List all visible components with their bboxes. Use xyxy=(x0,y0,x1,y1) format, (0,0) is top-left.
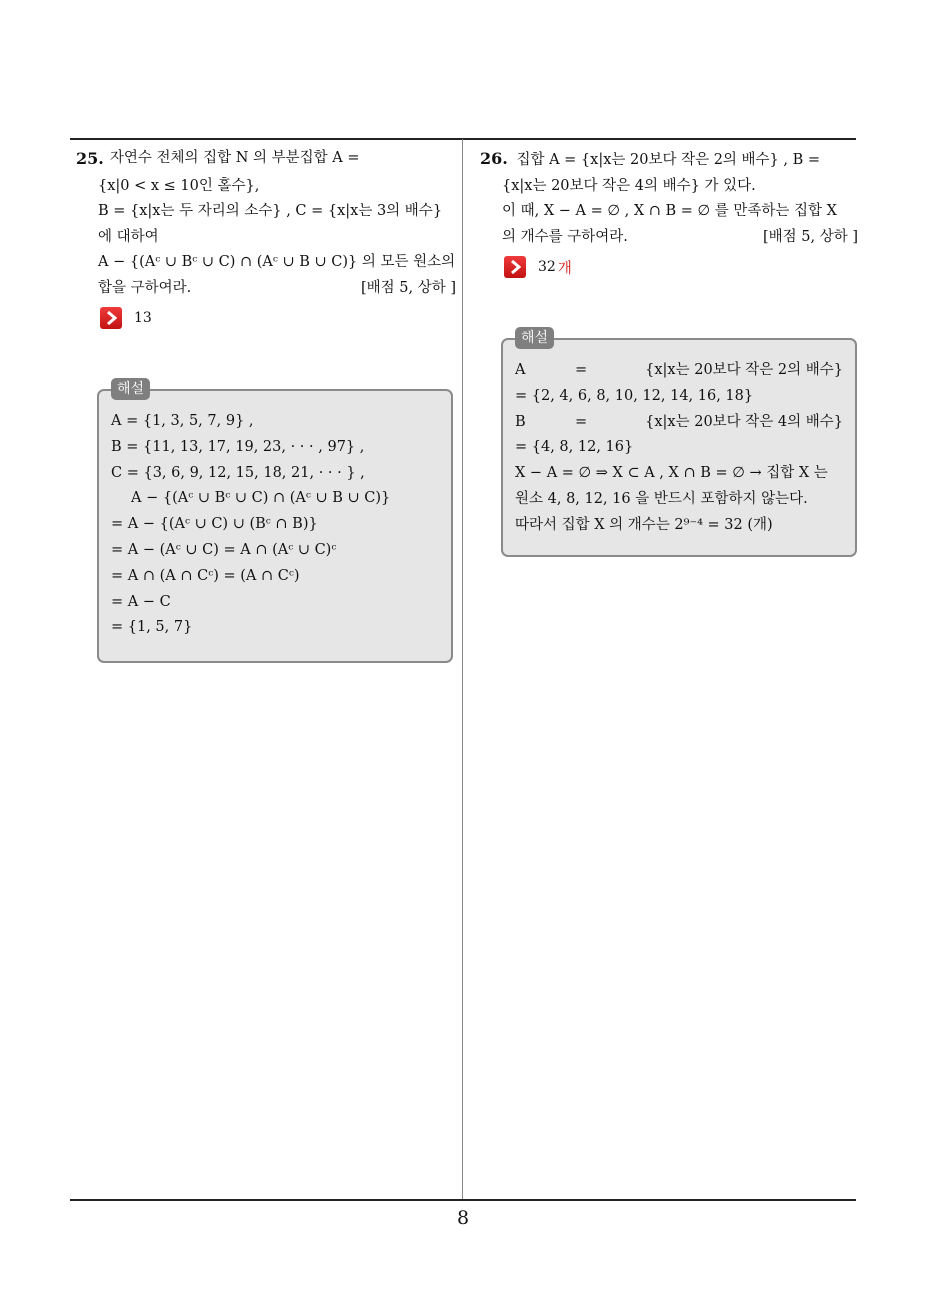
q25-sol-line-4: A − {(Aᶜ ∪ Bᶜ ∪ C) ∩ (Aᶜ ∪ B ∪ C)} xyxy=(131,490,391,507)
q26-sol-a-rhs: {x|x는 20보다 작은 2의 배수} xyxy=(645,362,843,378)
q26-sol-line-6: 원소 4, 8, 12, 16 을 반드시 포함하지 않는다. xyxy=(515,490,808,507)
q26-text-4 xyxy=(480,225,860,251)
q26-text-4-main: 의 개수를 구하여라. xyxy=(502,228,628,245)
q26-sol-line-7: 따라서 집합 X 의 개수는 2⁹⁻⁴ = 32 (개) xyxy=(515,516,773,533)
q25-text-2: {x|0 < x ≤ 10인 홀수}, xyxy=(98,177,260,194)
q25-answer-value: 13 xyxy=(134,310,152,326)
q26-text-1: 집합 A = {x|x는 20보다 작은 2의 배수} , B = xyxy=(516,152,821,168)
q26-score: [배점 5, 상하 ] xyxy=(762,228,858,245)
q25-text-6 xyxy=(76,276,456,302)
top-rule xyxy=(70,138,856,140)
q25-sol-line-9: = {1, 5, 7} xyxy=(111,619,193,636)
answer-arrow-icon xyxy=(504,256,526,278)
q25-number: 25. xyxy=(76,149,104,168)
q26-answer xyxy=(504,256,860,278)
q25-text-6-main: 합을 구하여라. xyxy=(98,279,192,296)
q26-sol-line-1 xyxy=(515,358,843,384)
q25-solution-label: 해설 xyxy=(111,378,150,400)
q25-sol-line-7: = A ∩ (A ∩ Cᶜ) = (A ∩ Cᶜ) xyxy=(111,567,300,584)
q26-solution-box xyxy=(501,330,857,557)
q26-solution-label: 해설 xyxy=(515,327,554,349)
q26-sol-line-2: = {2, 4, 6, 8, 10, 12, 14, 16, 18} xyxy=(515,387,754,404)
bottom-rule xyxy=(70,1199,856,1201)
q25-sol-line-8: = A − C xyxy=(111,593,171,610)
q25-text-3: B = {x|x는 두 자리의 소수} , C = {x|x는 3의 배수} xyxy=(98,203,443,219)
q26-answer-value: 32 xyxy=(538,259,556,275)
q25-text-1: 자연수 전체의 집합 N 의 부분집합 A = xyxy=(109,150,360,166)
q25-sol-line-6: = A − (Aᶜ ∪ C) = A ∩ (Aᶜ ∪ C)ᶜ xyxy=(111,541,337,558)
question-26 xyxy=(480,146,860,278)
page-number: 8 xyxy=(456,1207,470,1229)
q25-sol-line-2: B = {11, 13, 17, 19, 23, · · · , 97} , xyxy=(111,438,365,455)
q26-sol-b-eq: = xyxy=(575,413,588,430)
q25-sol-line-5: = A − {(Aᶜ ∪ C) ∪ (Bᶜ ∩ B)} xyxy=(111,516,318,533)
q25-answer xyxy=(100,307,456,329)
column-divider xyxy=(462,139,463,1200)
q26-text-3: 이 때, X − A = ∅ , X ∩ B = ∅ 를 만족하는 집합 X xyxy=(502,203,837,219)
q26-sol-b-lhs: B xyxy=(515,413,526,430)
q26-number: 26. xyxy=(480,149,508,168)
q25-text-5: A − {(Aᶜ ∪ Bᶜ ∪ C) ∩ (Aᶜ ∪ B ∪ C)} 의 모든 원소의 xyxy=(98,254,456,270)
q25-line-1 xyxy=(76,146,456,174)
q25-solution-box xyxy=(97,381,453,663)
q26-sol-line-4: = {4, 8, 12, 16} xyxy=(515,439,634,456)
q26-text-2: {x|x는 20보다 작은 4의 배수} 가 있다. xyxy=(502,177,756,194)
question-25 xyxy=(76,146,456,329)
q25-sol-line-3: C = {3, 6, 9, 12, 15, 18, 21, · · · } , xyxy=(111,464,365,481)
q26-sol-b-rhs: {x|x는 20보다 작은 4의 배수} xyxy=(645,413,843,430)
q25-score: [배점 5, 상하 ] xyxy=(360,279,456,296)
q26-sol-a-eq: = xyxy=(575,362,588,378)
q26-sol-line-5: X − A = ∅ ⇒ X ⊂ A , X ∩ B = ∅ → 집합 X 는 xyxy=(515,465,828,482)
q26-answer-unit: 개 xyxy=(557,260,572,277)
q25-text-4: 에 대하여 xyxy=(98,228,159,245)
answer-arrow-icon xyxy=(100,307,122,329)
q26-sol-a-lhs: A xyxy=(515,362,526,378)
q26-line-1 xyxy=(480,146,860,174)
q26-sol-line-3 xyxy=(515,410,843,436)
q25-sol-line-1: A = {1, 3, 5, 7, 9} , xyxy=(111,413,254,429)
